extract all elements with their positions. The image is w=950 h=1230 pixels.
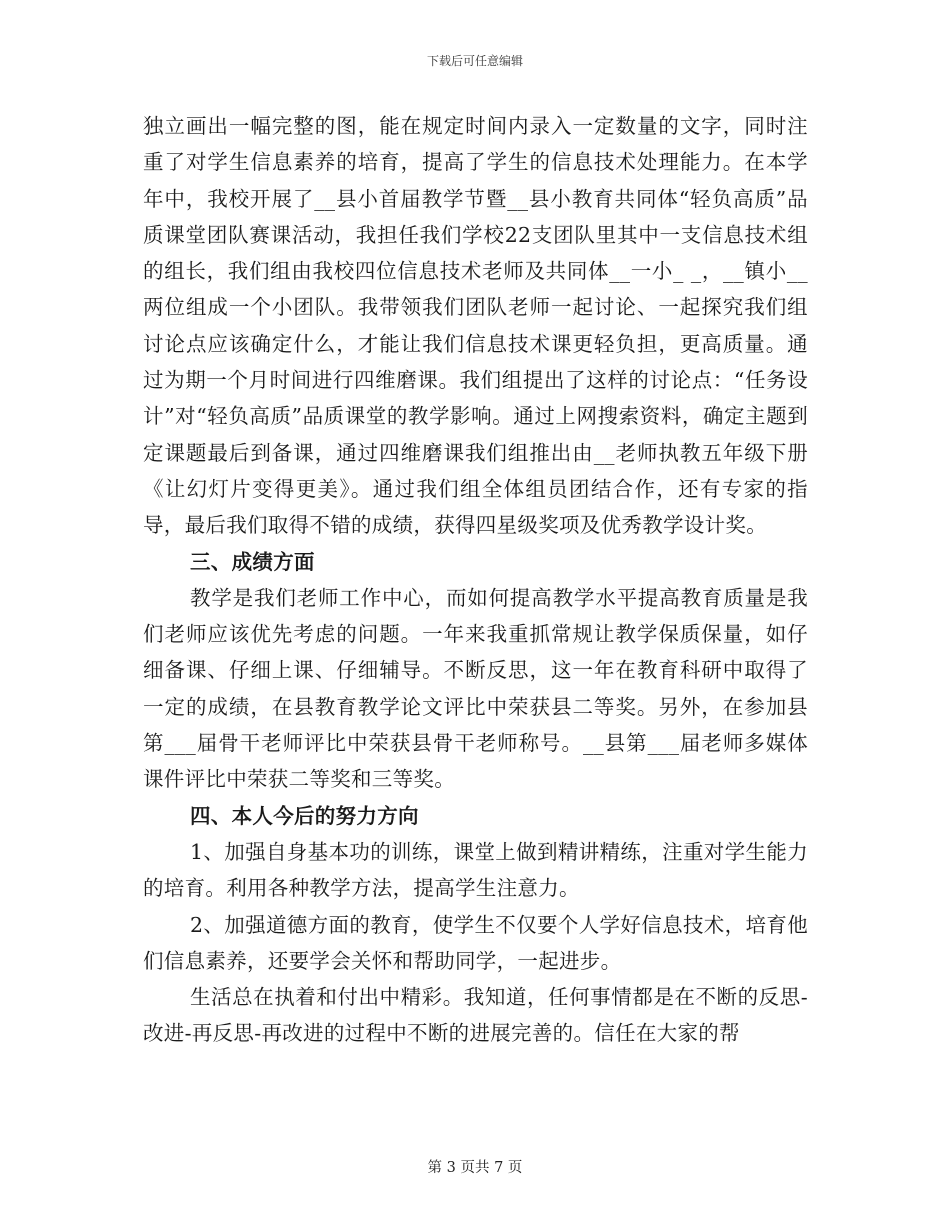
page-number-footer: 第 3 页共 7 页 [427, 1160, 523, 1176]
paragraph-goal-2: 2、加强道德方面的教育，使学生不仅要个人学好信息技术，培育他们信息素养，还要学会关怀和帮助同学，一起进步。 [143, 912, 808, 973]
page-header: 下载后可任意编辑 [426, 54, 523, 68]
paragraph-closing: 生活总在执着和付出中精彩。我知道，任何事情都是在不断的反思-改进-再反思-再改进的过程中不断的进展完善的。信任在大家的帮 [143, 985, 808, 1046]
paragraph-work-continued: 独立画出一幅完整的图，能在规定时间内录入一定数量的文字，同时注重了对学生信息素养的培育，提高了学生的信息技术处理能力。在本学年中，我校开展了__县小首届教学节暨__县小教育共同体“轻负高质”品质课堂团队赛课活动，我担任我们学校22支团队里其中一支信息技术组的组长，我们组由我校四位信息技术老师及共同体__一小_ _，__镇小__两位组成一个小团队。我带领我们团队老师一起讨论、一起探究我们组讨论点应该确定什么，才能让我们信息技术课更轻负担，更高质量。通过为期一个月时间进行四维磨课。我们组提出了这样的讨论点：“任务设计”对“轻负高质”品质课堂的教学影响。通过上网搜索资料，确定主题到定课题最后到备课，通过四维磨课我们组推出由__老师执教五年级下册《让幻灯片变得更美》。通过我们组全体组员团结合作，还有专家的指导，最后我们取得不错的成绩，获得四星级奖项及优秀教学设计奖。 [143, 114, 808, 538]
document-body [143, 108, 808, 1052]
paragraph-goal-1: 1、加强自身基本功的训练，课堂上做到精讲精练，注重对学生能力的培育。利用各种教学方法，提高学生注意力。 [143, 839, 808, 901]
section-heading-achievements: 三、成绩方面 [190, 549, 315, 574]
paragraph-achievements: 教学是我们老师工作中心，而如何提高教学水平提高教育质量是我们老师应该优先考虑的问题。一年来我重抓常规让教学保质保量，如仔细备课、仔细上课、仔细辅导。不断反思，这一年在教育科研中取得了一定的成绩，在县教育教学论文评比中荣获县二等奖。另外，在参加县第___届骨干老师评比中荣获县骨干老师称号。__县第___届老师多媒体课件评比中荣获二等奖和三等奖。 [143, 585, 808, 792]
section-heading-future-direction: 四、本人今后的努力方向 [190, 803, 419, 828]
